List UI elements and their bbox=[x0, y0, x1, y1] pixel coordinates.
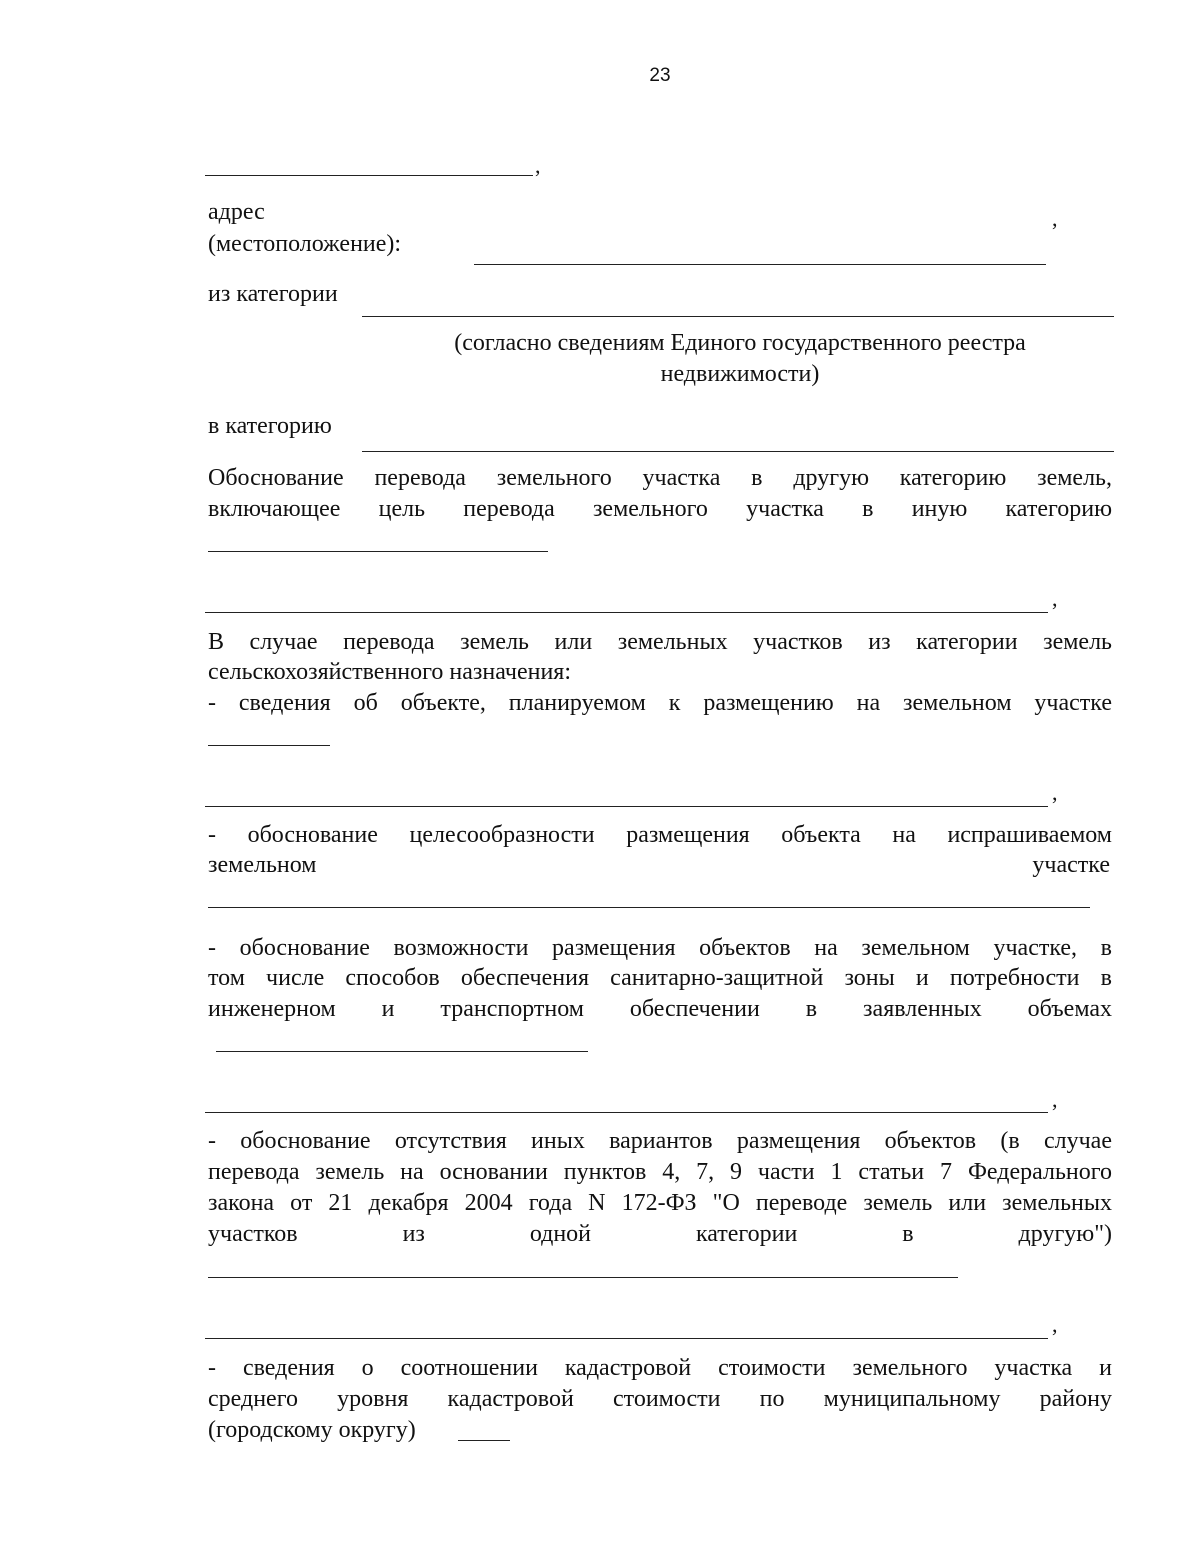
location-label: (местоположение): bbox=[208, 231, 402, 257]
possibility-field-line-2[interactable] bbox=[205, 1112, 1048, 1113]
to-category-field-line[interactable] bbox=[362, 451, 1114, 452]
cadastral-line-3: (городскому округу) bbox=[208, 1417, 416, 1443]
justification-field-line[interactable] bbox=[208, 551, 548, 552]
alternatives-line-4: участков из одной категории в другую") bbox=[208, 1221, 1112, 1247]
comma: , bbox=[1052, 780, 1058, 805]
page-number: 23 bbox=[649, 65, 671, 86]
justification-field-line-2[interactable] bbox=[205, 612, 1048, 613]
comma: , bbox=[1052, 1312, 1058, 1337]
expediency-line-2a: земельном bbox=[208, 852, 317, 878]
comma: , bbox=[1052, 586, 1058, 611]
cadastral-line-1: - сведения о соотношении кадастровой стоимости земельного участка и bbox=[208, 1355, 1112, 1381]
alternatives-line-3: закона от 21 декабря 2004 года N 172-ФЗ "О переводе земель или земельных bbox=[208, 1190, 1112, 1216]
possibility-line-1: - обоснование возможности размещения объектов на земельном участке, в bbox=[208, 935, 1112, 961]
expediency-line-2b: участке bbox=[1032, 852, 1110, 878]
alternatives-line-2: перевода земель на основании пунктов 4, 7, 9 части 1 статьи 7 Федерального bbox=[208, 1159, 1112, 1185]
expediency-line-1: - обоснование целесообразности размещения объекта на испрашиваемом bbox=[208, 822, 1112, 848]
alternatives-field-line[interactable] bbox=[208, 1277, 958, 1278]
object-info-field-line[interactable] bbox=[208, 745, 330, 746]
justification-line-1: Обоснование перевода земельного участка в другую категорию земель, bbox=[208, 465, 1112, 491]
object-info-field-line-2[interactable] bbox=[205, 806, 1048, 807]
address-field-line[interactable] bbox=[474, 264, 1046, 265]
possibility-line-2: том числе способов обеспечения санитарно-защитной зоны и потребности в bbox=[208, 965, 1112, 991]
comma: , bbox=[1052, 206, 1058, 231]
egrn-note: (согласно сведениям Единого государственного реестра недвижимости) bbox=[454, 330, 1026, 387]
cadastral-field-line[interactable] bbox=[458, 1440, 510, 1441]
object-info: - сведения об объекте, планируемом к размещению на земельном участке bbox=[208, 690, 1112, 716]
cadastral-line-2: среднего уровня кадастровой стоимости по муниципальному району bbox=[208, 1386, 1112, 1412]
address-label: адрес bbox=[208, 199, 265, 225]
alternatives-line-1: - обоснование отсутствия иных вариантов размещения объектов (в случае bbox=[208, 1128, 1112, 1154]
from-category-field-line[interactable] bbox=[362, 316, 1114, 317]
comma: , bbox=[1052, 1087, 1058, 1112]
alternatives-field-line-2[interactable] bbox=[205, 1338, 1048, 1339]
blank-line[interactable] bbox=[205, 175, 533, 176]
to-category-label: в категорию bbox=[208, 413, 332, 439]
expediency-field-line[interactable] bbox=[208, 907, 1090, 908]
possibility-line-3: инженерном и транспортном обеспечении в заявленных объемах bbox=[208, 996, 1112, 1022]
from-category-label: из категории bbox=[208, 281, 338, 307]
agri-line-2: сельскохозяйственного назначения: bbox=[208, 659, 572, 685]
agri-line-1: В случае перевода земель или земельных участков из категории земель bbox=[208, 629, 1112, 655]
possibility-field-line[interactable] bbox=[216, 1051, 588, 1052]
comma: , bbox=[535, 153, 541, 178]
justification-line-2: включающее цель перевода земельного участка в иную категорию bbox=[208, 496, 1112, 522]
